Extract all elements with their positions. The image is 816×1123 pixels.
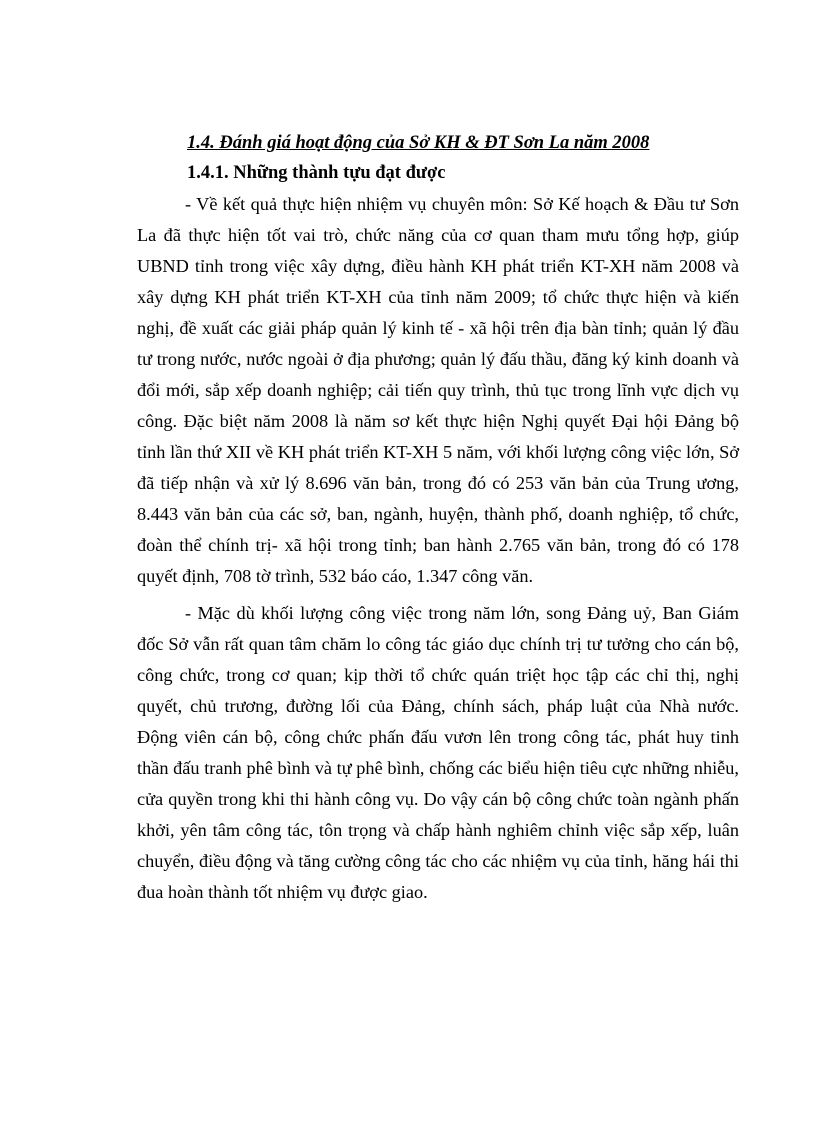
section-heading: 1.4. Đánh giá hoạt động của Sở KH & ĐT Sơn La năm 2008 xyxy=(187,133,650,153)
paragraph-achievements: - Về kết quả thực hiện nhiệm vụ chuyên môn: Sở Kế hoạch & Đầu tư Sơn La đã thực hiện tốt vai trò, chức năng của cơ quan tham mưu tổng hợp, giúp UBND tỉnh trong việc xây dựng, điều hành KH phát triển KT-XH năm 2008 và xây dựng KH phát triển KT-XH của tỉnh năm 2009; tổ chức thực hiện và kiến nghị, đề xuất các giải pháp quản lý kinh tế - xã hội trên địa bàn tỉnh; quản lý đầu tư trong nước, nước ngoài ở địa phương; quản lý đấu thầu, đăng ký kinh doanh và đổi mới, sắp xếp doanh nghiệp; cải tiến quy trình, thủ tục trong lĩnh vực dịch vụ công. Đặc biệt năm 2008 là năm sơ kết thực hiện Nghị quyết Đại hội Đảng bộ tỉnh lần thứ XII về KH phát triển KT-XH 5 năm, với khối lượng công việc lớn, Sở đã tiếp nhận và xử lý 8.696 văn bản, trong đó có 253 văn bản của Trung ương, 8.443 văn bản của các sở, ban, ngành, huyện, thành phố, doanh nghiệp, tổ chức, đoàn thể chính trị- xã hội trong tỉnh; ban hành 2.765 văn bản, trong đó có 178 quyết định, 708 tờ trình, 532 báo cáo, 1.347 công văn. xyxy=(137,194,739,586)
subsection-heading: 1.4.1. Những thành tựu đạt được xyxy=(187,163,446,183)
document-page xyxy=(137,128,739,908)
paragraph-political-education: - Mặc dù khối lượng công việc trong năm lớn, song Đảng uỷ, Ban Giám đốc Sở vẫn rất quan tâm chăm lo công tác giáo dục chính trị tư tưởng cho cán bộ, công chức, trong cơ quan; kịp thời tổ chức quán triệt học tập các chỉ thị, nghị quyết, chủ trương, đường lối của Đảng, chính sách, pháp luật của Nhà nước. Động viên cán bộ, công chức phấn đấu vươn lên trong công tác, phát huy tinh thần đấu tranh phê bình và tự phê bình, chống các biểu hiện tiêu cực những nhiễu, cửa quyền trong khi thi hành công vụ. Do vậy cán bộ công chức toàn ngành phấn khởi, yên tâm công tác, tôn trọng và chấp hành nghiêm chỉnh việc sắp xếp, luân chuyển, điều động và tăng cường công tác cho các nhiệm vụ của tỉnh, hăng hái thi đua hoàn thành tốt nhiệm vụ được giao. xyxy=(137,603,739,902)
